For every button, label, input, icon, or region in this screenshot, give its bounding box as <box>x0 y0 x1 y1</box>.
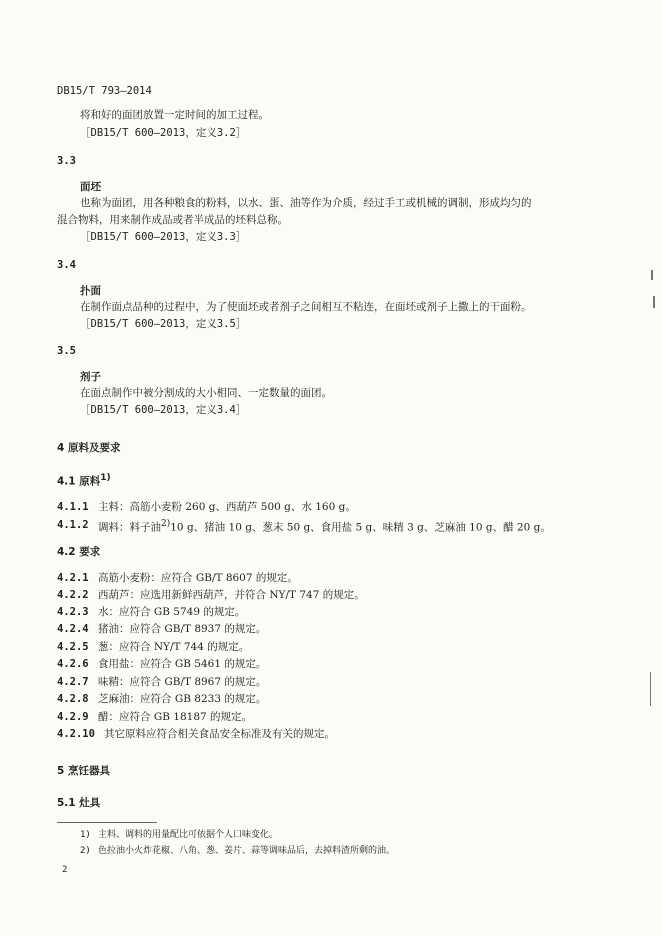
section-number-3-3: 3.3 <box>57 155 76 167</box>
term-3-3: 面坯 <box>80 181 101 193</box>
footnote-mark-1: 1) <box>80 830 91 840</box>
clause-text: 葱：应符合 NY/T 744 的规定。 <box>98 641 250 653</box>
clause-text-4-1-2-a: 调料：料子油 <box>98 521 161 534</box>
clause-number: 4.2.10 <box>57 728 95 740</box>
section-heading-4-2: 4.2 要求 <box>57 546 101 558</box>
reference-3-3: ［DB15/T 600—2013，定义3.3］ <box>80 231 247 243</box>
clause-text: 醋：应符合 GB 18187 的规定。 <box>98 711 253 723</box>
footnote-ref-1: 1) <box>100 473 111 483</box>
clause-text: 食用盐：应符合 GB 5461 的规定。 <box>98 658 267 670</box>
section-heading-4-1-text: 4.1 原料 <box>57 475 101 488</box>
clause-text: 味精：应符合 GB/T 8967 的规定。 <box>98 676 267 688</box>
clause-text: 猪油：应符合 GB/T 8937 的规定。 <box>98 623 267 635</box>
footnote-ref-2: 2) <box>161 519 171 529</box>
clause-number: 4.2.3 <box>57 606 89 618</box>
definition-3-3-line1: 也称为面团，用各种粮食的粉料，以水、蛋、油等作为介质，经过手工或机械的调制，形成均匀的 <box>80 197 532 209</box>
clause-text: 水：应符合 GB 5749 的规定。 <box>98 606 246 618</box>
footnote-text-2: 色拉油小火炸花椒、八角、葱、姜片、蒜等调味品后，去掉料渣所剩的油。 <box>98 846 396 856</box>
clause-text: 其它原料应符合相关食品安全标准及有关的规定。 <box>104 728 335 740</box>
clause-text-4-1-1: 主料：高筋小麦粉 260 g、西葫芦 500 g、水 160 g。 <box>98 501 356 513</box>
term-3-5: 剂子 <box>80 371 101 383</box>
scan-mark <box>653 296 655 308</box>
definition-3-4: 在制作面点品种的过程中，为了使面坯或者剂子之间相互不粘连，在面坯或剂子上撒上的干面粉。 <box>80 301 532 313</box>
section-heading-4-1 <box>57 472 111 489</box>
clause-number: 4.2.7 <box>57 676 89 688</box>
section-number-3-5: 3.5 <box>57 345 76 357</box>
clause-number: 4.2.4 <box>57 623 89 635</box>
clause-text-4-1-2 <box>98 518 551 535</box>
clause-text: 芝麻油：应符合 GB 8233 的规定。 <box>98 693 267 705</box>
page-number: 2 <box>62 865 68 875</box>
clause-number: 4.2.1 <box>57 572 89 584</box>
footnote-divider <box>57 822 157 823</box>
reference-3-5: ［DB15/T 600—2013，定义3.4］ <box>80 404 247 416</box>
definition-3-3-line2: 混合物料，用来制作成品或者半成品的坯料总称。 <box>57 214 288 226</box>
section-heading-4: 4 原料及要求 <box>57 442 121 454</box>
clause-number: 4.2.6 <box>57 658 89 670</box>
clause-text: 高筋小麦粉：应符合 GB/T 8607 的规定。 <box>98 572 298 584</box>
clause-text-4-1-2-b: 10 g、猪油 10 g、葱末 50 g、食用盐 5 g、味精 3 g、芝麻油 10 g、醋 20 g。 <box>170 521 551 534</box>
clause-number-4-1-1: 4.1.1 <box>57 501 89 513</box>
section-heading-5-1: 5.1 灶具 <box>57 797 101 809</box>
footnote-mark-2: 2) <box>80 846 91 856</box>
footnote-text-1: 主料、调料的用量配比可依据个人口味变化。 <box>98 830 279 840</box>
term-3-4: 扑面 <box>80 285 101 297</box>
reference-3-4: ［DB15/T 600—2013，定义3.5］ <box>80 318 247 330</box>
scan-mark <box>650 672 651 706</box>
clause-text: 西葫芦：应选用新鲜西葫芦，并符合 NY/T 747 的规定。 <box>98 589 365 601</box>
clause-number: 4.2.8 <box>57 693 89 705</box>
section-number-3-4: 3.4 <box>57 259 76 271</box>
clause-number: 4.2.5 <box>57 641 89 653</box>
section-heading-5: 5 烹饪器具 <box>57 765 110 777</box>
definition-3-5: 在面点制作中被分割成的大小相同、一定数量的面团。 <box>80 387 332 399</box>
reference-3-2: ［DB15/T 600—2013，定义3.2］ <box>80 127 247 139</box>
definition-3-2: 将和好的面团放置一定时间的加工过程。 <box>80 109 269 121</box>
scan-mark <box>651 270 653 280</box>
clause-number: 4.2.2 <box>57 589 89 601</box>
clause-number: 4.2.9 <box>57 711 89 723</box>
document-header: DB15/T 793—2014 <box>57 85 152 97</box>
clause-number-4-1-2: 4.1.2 <box>57 519 89 531</box>
